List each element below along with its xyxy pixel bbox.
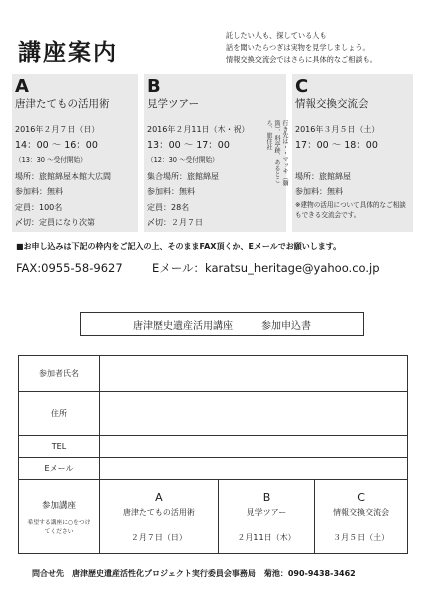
course-b-panel bbox=[144, 74, 286, 232]
course-reception: （12：30 ～受付開始） bbox=[147, 156, 219, 164]
course-deadline: 〆切：２月７日 bbox=[147, 218, 203, 227]
course-capacity: 定員：28名 bbox=[147, 202, 190, 212]
tel-field[interactable] bbox=[100, 436, 408, 458]
form-subtitle: 参加申込書 bbox=[261, 320, 311, 332]
course-place: 場所：旅館綿屋 bbox=[295, 171, 351, 181]
course-date: 2016年２月７日（日） bbox=[15, 125, 100, 134]
option-name: 見学ツアー bbox=[246, 507, 287, 517]
course-a-panel bbox=[12, 74, 138, 232]
intro-line: 託したい人も、探している人も bbox=[226, 31, 327, 40]
email-address: Eメール：karatsu_heritage@yahoo.co.jp bbox=[151, 261, 380, 275]
course-place: 集合場所：旅館綿屋 bbox=[147, 171, 219, 181]
field-label-address: 住所 bbox=[19, 392, 100, 436]
course-name: 見学ツアー bbox=[147, 98, 200, 110]
course-time: 17：00 ～ 18：00 bbox=[295, 139, 378, 151]
option-date: ３月５日（土） bbox=[333, 532, 390, 542]
option-date: ２月11日（木） bbox=[237, 532, 296, 542]
option-name: 唐津たてもの活用術 bbox=[122, 507, 195, 517]
course-place: 場所：旅館綿屋本館大広間 bbox=[15, 171, 111, 181]
field-label-name: 参加者氏名 bbox=[19, 356, 100, 392]
course-option-b[interactable] bbox=[218, 480, 314, 554]
intro-text bbox=[226, 30, 416, 66]
course-deadline: 〆切：定員になり次第 bbox=[15, 218, 95, 227]
course-letter: A bbox=[15, 76, 29, 97]
course-option-a[interactable] bbox=[100, 480, 219, 554]
course-date: 2016年２月11日（木・祝） bbox=[147, 125, 250, 134]
course-date: 2016年３月５日（土） bbox=[295, 125, 380, 134]
course-hint: 希望する講座に○をつけてください bbox=[27, 519, 91, 535]
option-letter: C bbox=[357, 490, 365, 504]
contact-line bbox=[16, 260, 380, 276]
course-fee: 参加料：無料 bbox=[147, 187, 195, 196]
field-label-email: Eメール bbox=[19, 458, 100, 480]
course-option-c[interactable] bbox=[315, 480, 408, 554]
name-field[interactable] bbox=[100, 356, 408, 392]
email-field[interactable] bbox=[100, 458, 408, 480]
application-notice: ■お申し込みは下記の枠内をご記入の上、そのままFAX頂くか、Eメールでお願いします。 bbox=[16, 242, 342, 251]
application-form bbox=[18, 355, 408, 554]
field-label-tel: TEL bbox=[19, 436, 100, 458]
intro-line: 情報交換交流会ではさらに具体的なご相談も。 bbox=[226, 55, 377, 64]
form-title: 唐津歴史遺産活用講座 bbox=[133, 320, 233, 332]
form-title-box bbox=[80, 312, 364, 336]
course-note: ※建物の活用について具体的なご相談もできる交流会です。 bbox=[295, 200, 406, 219]
tour-destinations-note: 行き先は・・マッキ（麺箇）、料亭跡、あるところ、旅住社 bbox=[265, 120, 288, 186]
inquiry-footer: 問合せ先 唐津歴史遺産活性化プロジェクト実行委員会事務局 菊池：090-9438-3462 bbox=[32, 569, 356, 578]
course-reception: （13：30 ～受付開始） bbox=[15, 156, 87, 164]
course-select-label bbox=[19, 480, 100, 554]
option-letter: B bbox=[262, 490, 271, 504]
option-date: ２月７日（日） bbox=[130, 532, 187, 542]
option-letter: A bbox=[155, 490, 163, 504]
course-name: 唐津たてもの活用術 bbox=[15, 98, 110, 110]
option-name: 情報交換交流会 bbox=[333, 507, 390, 517]
course-label: 参加講座 bbox=[41, 500, 76, 511]
address-field[interactable] bbox=[100, 392, 408, 436]
course-letter: C bbox=[295, 76, 309, 97]
course-name: 情報交換交流会 bbox=[295, 98, 369, 110]
course-fee: 参加料：無料 bbox=[15, 187, 63, 196]
course-capacity: 定員：100名 bbox=[15, 202, 63, 212]
fax-number: FAX:0955-58-9627 bbox=[16, 261, 123, 275]
course-fee: 参加料：無料 bbox=[295, 187, 343, 196]
intro-line: 話を聞いたらつぎは実物を見学しましょう。 bbox=[226, 43, 370, 52]
course-c-panel bbox=[292, 74, 413, 232]
course-time: 14：00 ～ 16：00 bbox=[15, 139, 98, 151]
course-letter: B bbox=[147, 76, 161, 97]
course-time: 13：00 ～ 17：00 bbox=[147, 139, 230, 151]
page-title: 講座案内 bbox=[18, 40, 118, 66]
